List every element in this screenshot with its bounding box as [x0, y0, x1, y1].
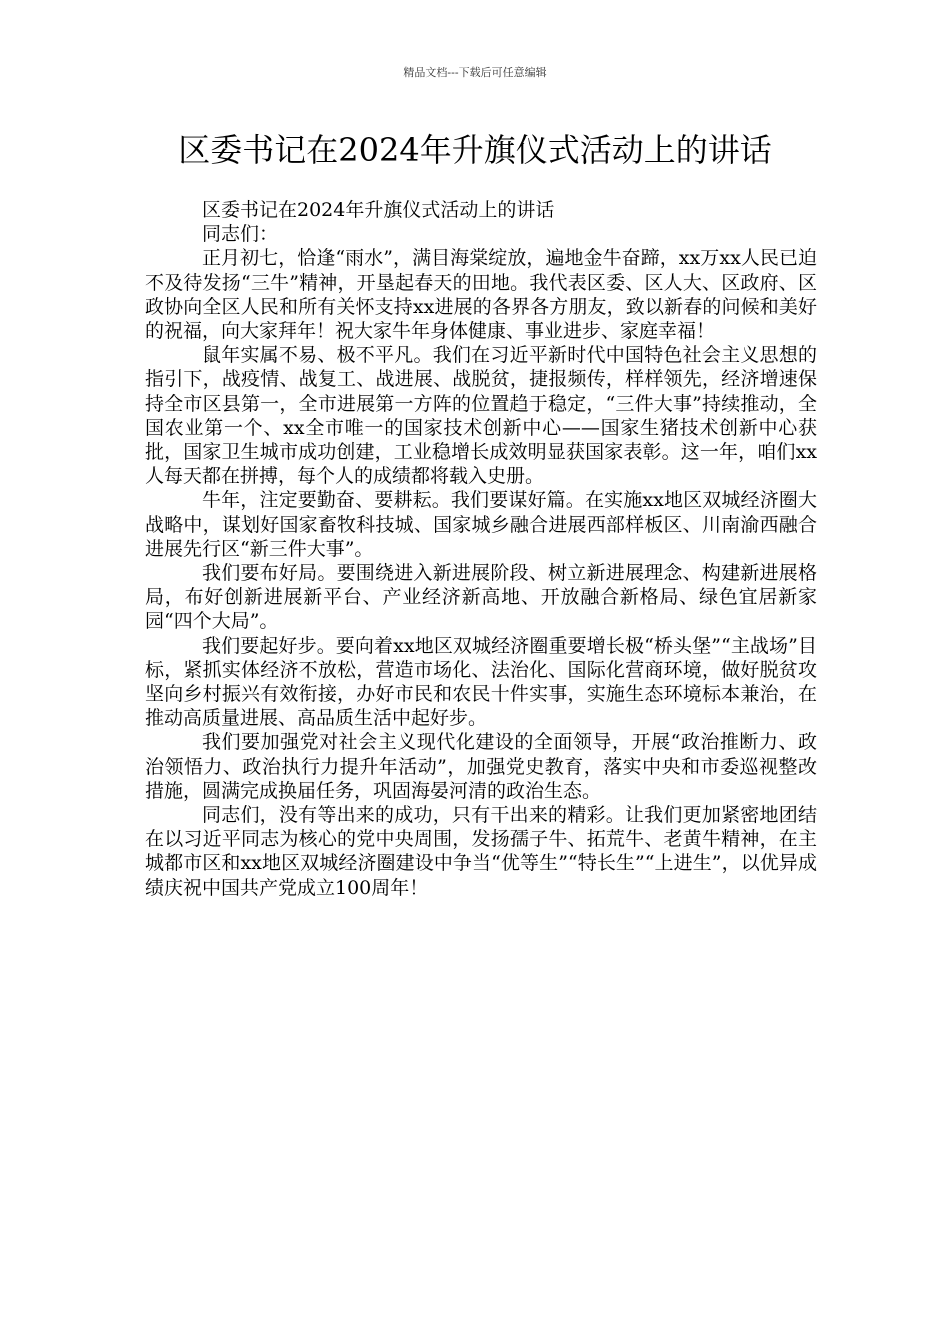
- document-subtitle: 区委书记在2024年升旗仪式活动上的讲话: [202, 199, 555, 221]
- paragraph-5: 我们要起好步。要向着xx地区双城经济圈重要增长极“桥头堡”“主战场”目标，紧抓实体经济不放松，营造市场化、法治化、国际化营商环境，做好脱贫攻坚向乡村振兴有效衔接，办好市民和农民十件实事，实施生态环境标本兼治，在推动高质量进展、高品质生活中起好步。: [145, 634, 817, 730]
- paragraph-4: 我们要布好局。要围绕进入新进展阶段、树立新进展理念、构建新进展格局，布好创新进展新平台、产业经济新高地、开放融合新格局、绿色宜居新家园“四个大局”。: [145, 562, 817, 633]
- document-body: [145, 198, 817, 900]
- paragraph-6: 我们要加强党对社会主义现代化建设的全面领导，开展“政治推断力、政治领悟力、政治执行力提升年活动”，加强党史教育，落实中央和市委巡视整改措施，圆满完成换届任务，巩固海晏河清的政治生态。: [145, 731, 817, 802]
- document-title: 区委书记在2024年升旗仪式活动上的讲话: [178, 131, 772, 169]
- paragraph-2: 鼠年实属不易、极不平凡。我们在习近平新时代中国特色社会主义思想的指引下，战疫情、战复工、战进展、战脱贫，捷报频传，样样领先，经济增速保持全市区县第一，全市进展第一方阵的位置趋于稳定，“三件大事”持续推动，全国农业第一个、xx全市唯一的国家技术创新中心——国家生猪技术创新中心获批，国家卫生城市成功创建，工业稳增长成效明显获国家表彰。这一年，咱们xx人每天都在拼搏，每个人的成绩都将载入史册。: [145, 344, 817, 488]
- page-header-note: 精品文档---下载后可任意编辑: [403, 66, 547, 79]
- paragraph-7: 同志们，没有等出来的成功，只有干出来的精彩。让我们更加紧密地团结在以习近平同志为核心的党中央周围，发扬孺子牛、拓荒牛、老黄牛精神，在主城都市区和xx地区双城经济圈建设中争当“优等生”“特长生”“上进生”，以优异成绩庆祝中国共产党成立100周年！: [145, 804, 817, 899]
- paragraph-1: 正月初七，恰逢“雨水”，满目海棠绽放，遍地金牛奋蹄，xx万xx人民已迫不及待发扬“三牛”精神，开垦起春天的田地。我代表区委、区人大、区政府、区政协向全区人民和所有关怀支持xx进展的各界各方朋友，致以新春的问候和美好的祝福，向大家拜年！祝大家牛年身体健康、事业进步、家庭幸福！: [145, 247, 817, 343]
- salutation: 同志们：: [202, 223, 279, 246]
- paragraph-3: 牛年，注定要勤奋、要耕耘。我们要谋好篇。在实施xx地区双城经济圈大战略中，谋划好国家畜牧科技城、国家城乡融合进展西部样板区、川南渝西融合进展先行区“新三件大事”。: [145, 489, 817, 560]
